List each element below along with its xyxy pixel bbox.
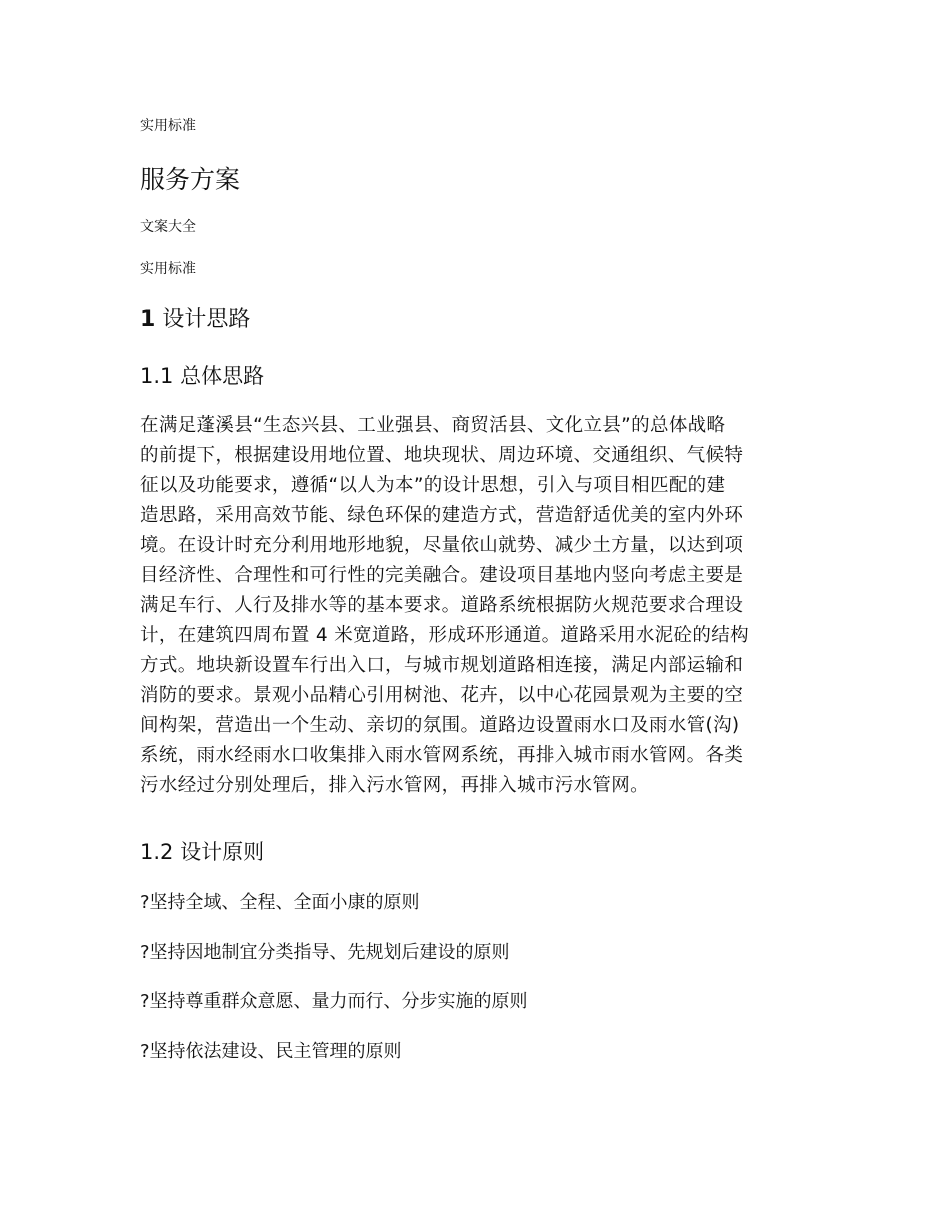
paragraph-line: 计，在建筑四周布置 4 米宽道路，形成环形通道。道路采用水泥砼的结构 <box>140 625 749 646</box>
document-title: 服务方案 <box>140 165 241 194</box>
paragraph-line: 在满足蓬溪县“生态兴县、工业强县、商贸活县、文化立县”的总体战略 <box>140 415 726 436</box>
paragraph-line: 消防的要求。景观小品精心引用树池、花卉，以中心花园景观为主要的空 <box>140 685 744 706</box>
paragraph-line: 境。在设计时充分利用地形地貌，尽量依山就势、减少土方量，以达到项 <box>140 535 744 556</box>
section-1-title: 设计思路 <box>162 307 251 332</box>
paragraph-line: 征以及功能要求，遵循“以人为本”的设计思想，引入与项目相匹配的建 <box>140 475 726 496</box>
paragraph-line: 的前提下，根据建设用地位置、地块现状、周边环境、交通组织、气候特 <box>140 445 744 466</box>
paragraph-line: 造思路，采用高效节能、绿色环保的建造方式，营造舒适优美的室内外环 <box>140 505 744 526</box>
principle-item: ?坚持尊重群众意愿、量力而行、分步实施的原则 <box>140 991 528 1012</box>
section-1-1-paragraph <box>140 411 810 801</box>
principle-item: ?坚持全域、全程、全面小康的原则 <box>140 892 420 913</box>
paragraph-line: 目经济性、合理性和可行性的完美融合。建设项目基地内竖向考虑主要是 <box>140 565 744 586</box>
section-1-number: 1 <box>140 307 156 332</box>
section-1-heading <box>140 305 250 335</box>
section-1-1-heading: 1.1 总体思路 <box>140 364 265 388</box>
principle-item: ?坚持因地制宜分类指导、先规划后建设的原则 <box>140 942 510 963</box>
section-1-2-heading: 1.2 设计原则 <box>140 840 265 864</box>
principle-item: ?坚持依法建设、民主管理的原则 <box>140 1041 402 1062</box>
document-subtitle: 文案大全 <box>140 219 196 235</box>
paragraph-line: 间构架，营造出一个生动、亲切的氛围。道路边设置雨水口及雨水管(沟) <box>140 715 740 736</box>
paragraph-line: 污水经过分别处理后，排入污水管网，再排入城市污水管网。 <box>140 775 649 796</box>
header-label-bottom: 实用标准 <box>140 261 196 277</box>
paragraph-line: 满足车行、人行及排水等的基本要求。道路系统根据防火规范要求合理设 <box>140 595 744 616</box>
paragraph-line: 系统，雨水经雨水口收集排入雨水管网系统，再排入城市雨水管网。各类 <box>140 745 744 766</box>
header-label-top: 实用标准 <box>140 118 196 134</box>
paragraph-line: 方式。地块新设置车行出入口，与城市规划道路相连接，满足内部运输和 <box>140 655 744 676</box>
